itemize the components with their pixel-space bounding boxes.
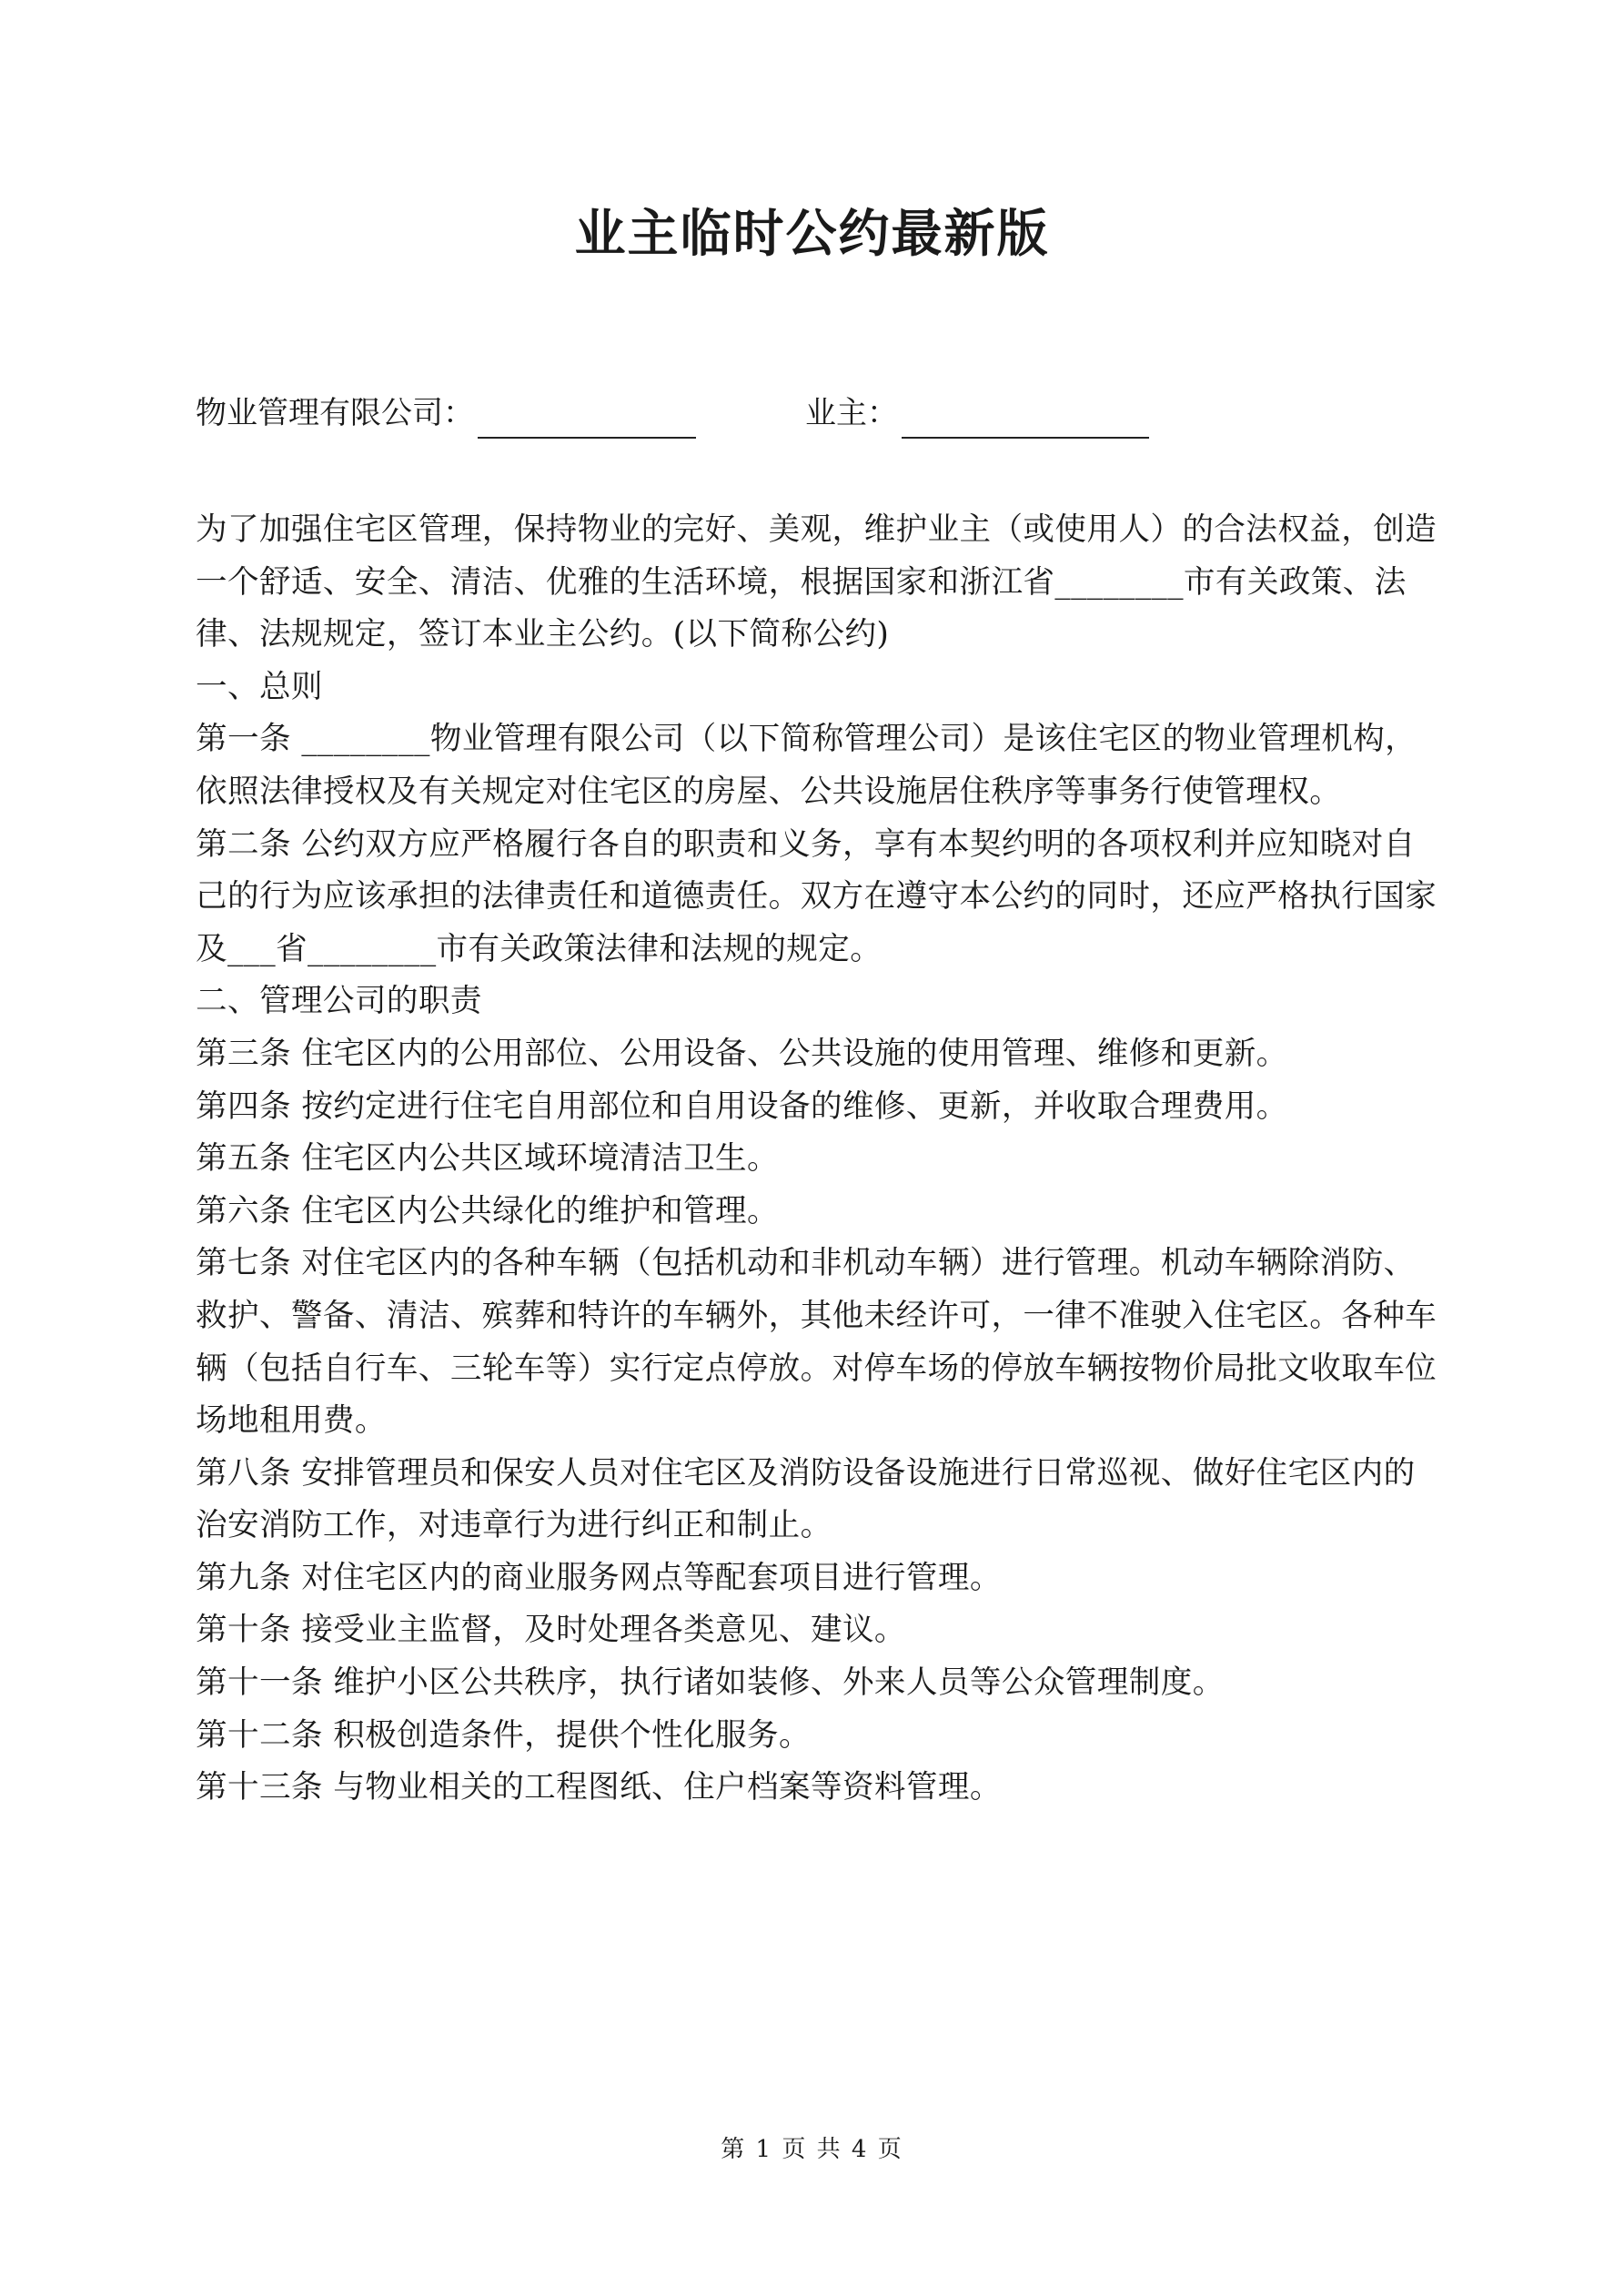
document-title: 业主临时公约最新版: [574, 204, 1050, 264]
article-5: 第五条 住宅区内公共区域环境清洁卫生。: [196, 1140, 779, 1178]
company-label: 物业管理有限公司：: [196, 395, 474, 431]
company-party: [196, 388, 696, 439]
section-heading-general: 一、总则: [196, 668, 323, 705]
article-9: 第九条 对住宅区内的商业服务网点等配套项目进行管理。: [196, 1559, 1002, 1596]
article-4: 第四条 按约定进行住宅自用部位和自用设备的维修、更新，并收取合理费用。: [196, 1087, 1288, 1125]
article-13: 第十三条 与物业相关的工程图纸、住户档案等资料管理。: [196, 1769, 1002, 1806]
section-heading-management-duties: 二、管理公司的职责: [196, 983, 482, 1020]
company-name-blank: [478, 400, 696, 439]
document-body: [196, 504, 1440, 1815]
article-2: 第二条 公约双方应严格履行各自的职责和义务，享有本契约明的各项权利并应知晓对自己的行为应该承担的法律责任和道德责任。双方在遵守本公约的同时，还应严格执行国家及___省________市有关政策法律和法规的规定。: [196, 825, 1437, 967]
article-10: 第十条 接受业主监督，及时处理各类意见、建议。: [196, 1612, 906, 1649]
article-11: 第十一条 维护小区公共秩序，执行诸如装修、外来人员等公众管理制度。: [196, 1664, 1225, 1702]
preamble-paragraph: 为了加强住宅区管理，保持物业的完好、美观，维护业主（或使用人）的合法权益，创造一个舒适、安全、清洁、优雅的生活环境，根据国家和浙江省________市有关政策、法律、法规规定，签订本业主公约。(以下简称公约): [196, 511, 1437, 653]
article-3: 第三条 住宅区内的公用部位、公用设备、公共设施的使用管理、维修和更新。: [196, 1035, 1288, 1072]
owner-label: 业主：: [805, 395, 898, 431]
page-number-footer: 第 1 页 共 4 页: [721, 2136, 903, 2163]
article-12: 第十二条 积极创造条件，提供个性化服务。: [196, 1716, 811, 1754]
article-1: 第一条 ________物业管理有限公司（以下简称管理公司）是该住宅区的物业管理机构，依照法律授权及有关规定对住宅区的房屋、公共设施居住秩序等事务行使管理权。: [196, 721, 1417, 810]
owner-name-blank: [902, 400, 1149, 439]
article-6: 第六条 住宅区内公共绿化的维护和管理。: [196, 1192, 779, 1229]
article-7: 第七条 对住宅区内的各种车辆（包括机动和非机动车辆）进行管理。机动车辆除消防、救护、警备、清洁、殡葬和特许的车辆外，其他未经许可，一律不准驶入住宅区。各种车辆（包括自行车、三轮车等）实行定点停放。对停车场的停放车辆按物价局批文收取车位场地租用费。: [196, 1245, 1437, 1440]
owner-party: [805, 388, 1149, 439]
article-8: 第八条 安排管理员和保安人员对住宅区及消防设备设施进行日常巡视、做好住宅区内的治安消防工作，对违章行为进行纠正和制止。: [196, 1454, 1416, 1544]
